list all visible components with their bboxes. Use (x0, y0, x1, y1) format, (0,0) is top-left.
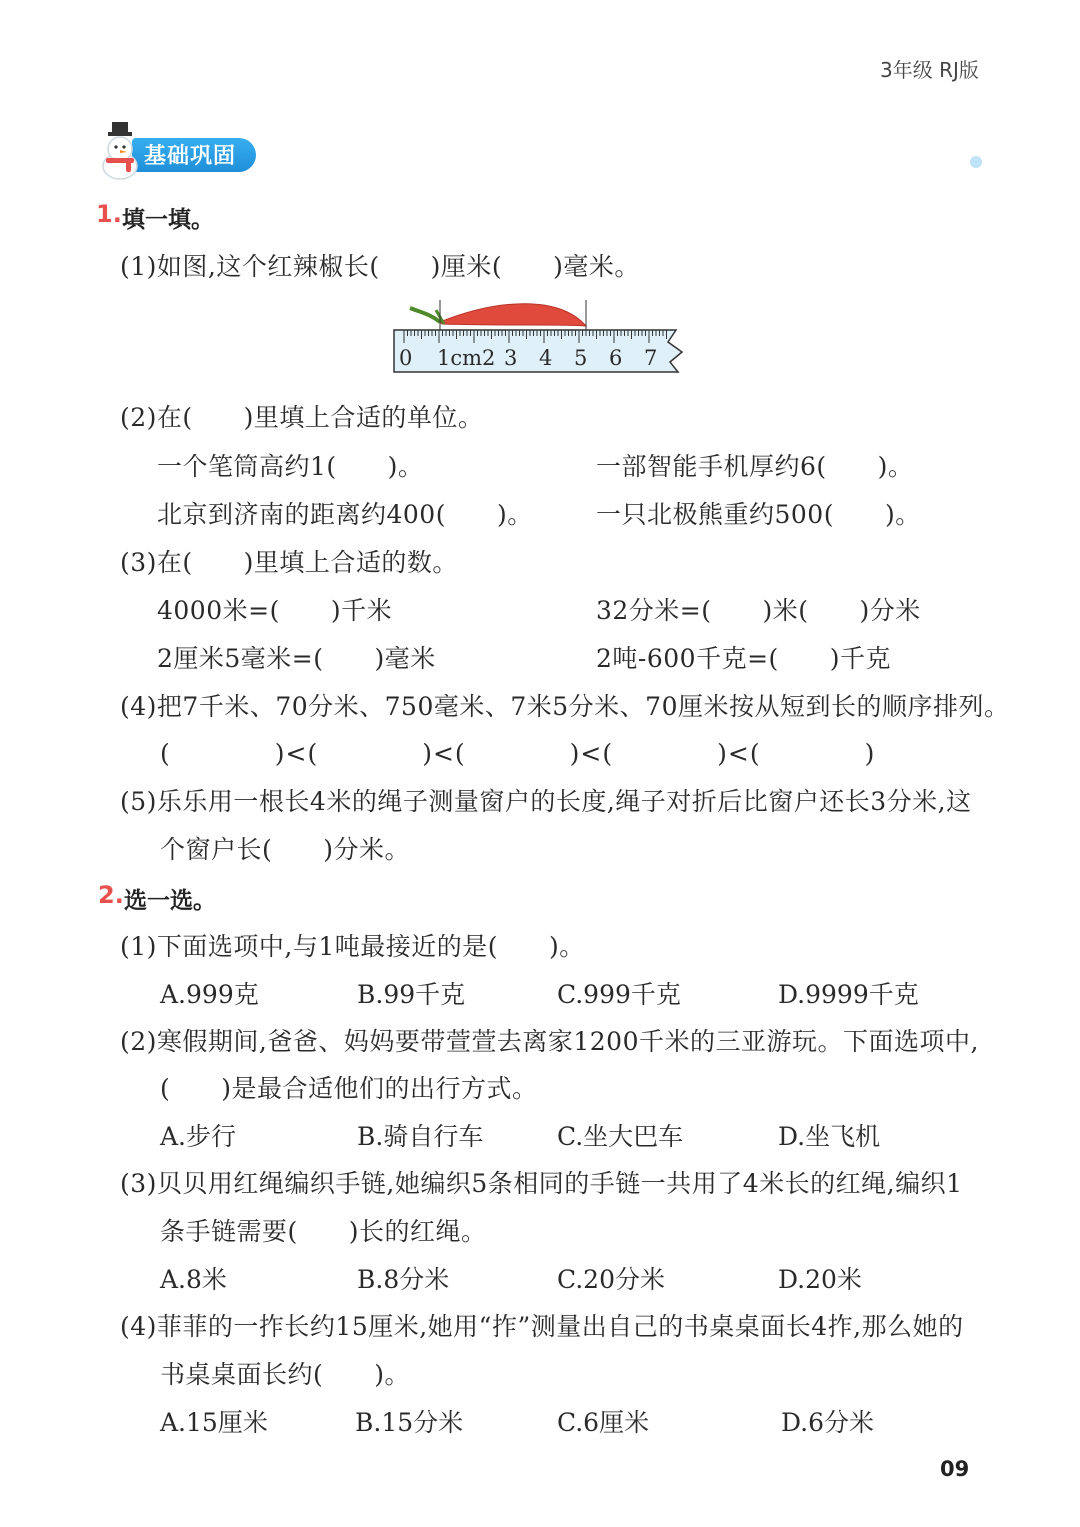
ruler-label-7: 7 (644, 346, 658, 370)
q2-part1-option-b: B.99千克 (357, 980, 466, 1009)
q2-part3-line1: (3)贝贝用红绳编织手链,她编织5条相同的手链一共用了4米长的红绳,编织1 (120, 1169, 963, 1198)
q1-part3-d: 2吨-600千克=( )千克 (596, 644, 892, 673)
ruler-label-0: 0 (399, 346, 413, 370)
ruler-label-5: 5 (574, 346, 588, 370)
q1-part2-b: 一部智能手机厚约6( )。 (596, 452, 914, 481)
q2-part1: (1)下面选项中,与1吨最接近的是( )。 (120, 932, 585, 961)
q2-part3-line2: 条手链需要( )长的红绳。 (160, 1217, 487, 1246)
section-badge (96, 122, 266, 180)
q2-part2-option-d: D.坐飞机 (778, 1122, 881, 1151)
ruler-label-6: 6 (609, 346, 623, 370)
snowman-icon (96, 122, 148, 180)
q1-part3: (3)在( )里填上合适的数。 (120, 548, 458, 577)
red-pepper (440, 304, 586, 326)
q1-part3-a: 4000米=( )千米 (157, 596, 393, 625)
q1-part4: (4)把7千米、70分米、750毫米、7米5分米、70厘米按从短到长的顺序排列。 (120, 692, 1010, 721)
ruler-label-1cm2: 1cm2 (437, 346, 496, 370)
q2-part4-line1: (4)菲菲的一拃长约15厘米,她用“拃”测量出自己的书桌桌面长4拃,那么她的 (120, 1312, 964, 1341)
q2-part2-option-b: B.骑自行车 (357, 1122, 484, 1151)
q1-part2: (2)在( )里填上合适的单位。 (120, 403, 484, 432)
q1-part4-blanks: ( )<( )<( )<( )<( ) (160, 739, 876, 768)
q2-part2-line2: ( )是最合适他们的出行方式。 (160, 1074, 538, 1103)
question-1-title: 填一填。 (122, 207, 214, 233)
q2-part1-option-d: D.9999千克 (778, 980, 919, 1009)
q2-part3-option-d: D.20米 (778, 1265, 862, 1294)
q2-part4-option-d: D.6分米 (781, 1408, 875, 1437)
q1-part5-line2: 个窗户长( )分米。 (160, 835, 411, 864)
ruler-label-4: 4 (539, 346, 553, 370)
q1-part2-a: 一个笔筒高约1( )。 (157, 452, 424, 481)
q2-part1-option-a: A.999克 (160, 980, 259, 1009)
question-2-number: 2. (98, 881, 124, 909)
q2-part4-option-a: A.15厘米 (160, 1408, 268, 1437)
q2-part4-line2: 书桌桌面长约( )。 (160, 1360, 411, 1389)
section-title: 基础巩固 (144, 144, 237, 169)
q2-part4-option-c: C.6厘米 (557, 1408, 650, 1437)
page-number: 09 (940, 1457, 970, 1481)
grade-edition-label: 3年级 RJ版 (880, 58, 979, 82)
q2-part3-option-b: B.8分米 (357, 1265, 450, 1294)
q2-part3-option-c: C.20分米 (557, 1265, 665, 1294)
q2-part3-option-a: A.8米 (160, 1265, 227, 1294)
q2-part4-option-b: B.15分米 (355, 1408, 464, 1437)
q1-part3-b: 32分米=( )米( )分米 (596, 596, 921, 625)
q2-part2-option-c: C.坐大巴车 (557, 1122, 684, 1151)
q2-part2-option-a: A.步行 (160, 1122, 237, 1151)
question-1-number: 1. (96, 200, 122, 228)
q2-part1-option-c: C.999千克 (557, 980, 681, 1009)
q1-part3-c: 2厘米5毫米=( )毫米 (157, 644, 436, 673)
q1-part1: (1)如图,这个红辣椒长( )厘米( )毫米。 (120, 252, 640, 281)
ruler-label-3: 3 (504, 346, 518, 370)
question-2-title: 选一选。 (124, 888, 216, 914)
q1-part2-d: 一只北极熊重约500( )。 (596, 500, 921, 529)
q1-part5-line1: (5)乐乐用一根长4米的绳子测量窗户的长度,绳子对折后比窗户还长3分米,这 (120, 787, 972, 816)
q1-part2-c: 北京到济南的距离约400( )。 (157, 500, 533, 529)
q2-part2-line1: (2)寒假期间,爸爸、妈妈要带萱萱去离家1200千米的三亚游玩。下面选项中, (120, 1027, 979, 1056)
decorative-dot (970, 156, 982, 168)
